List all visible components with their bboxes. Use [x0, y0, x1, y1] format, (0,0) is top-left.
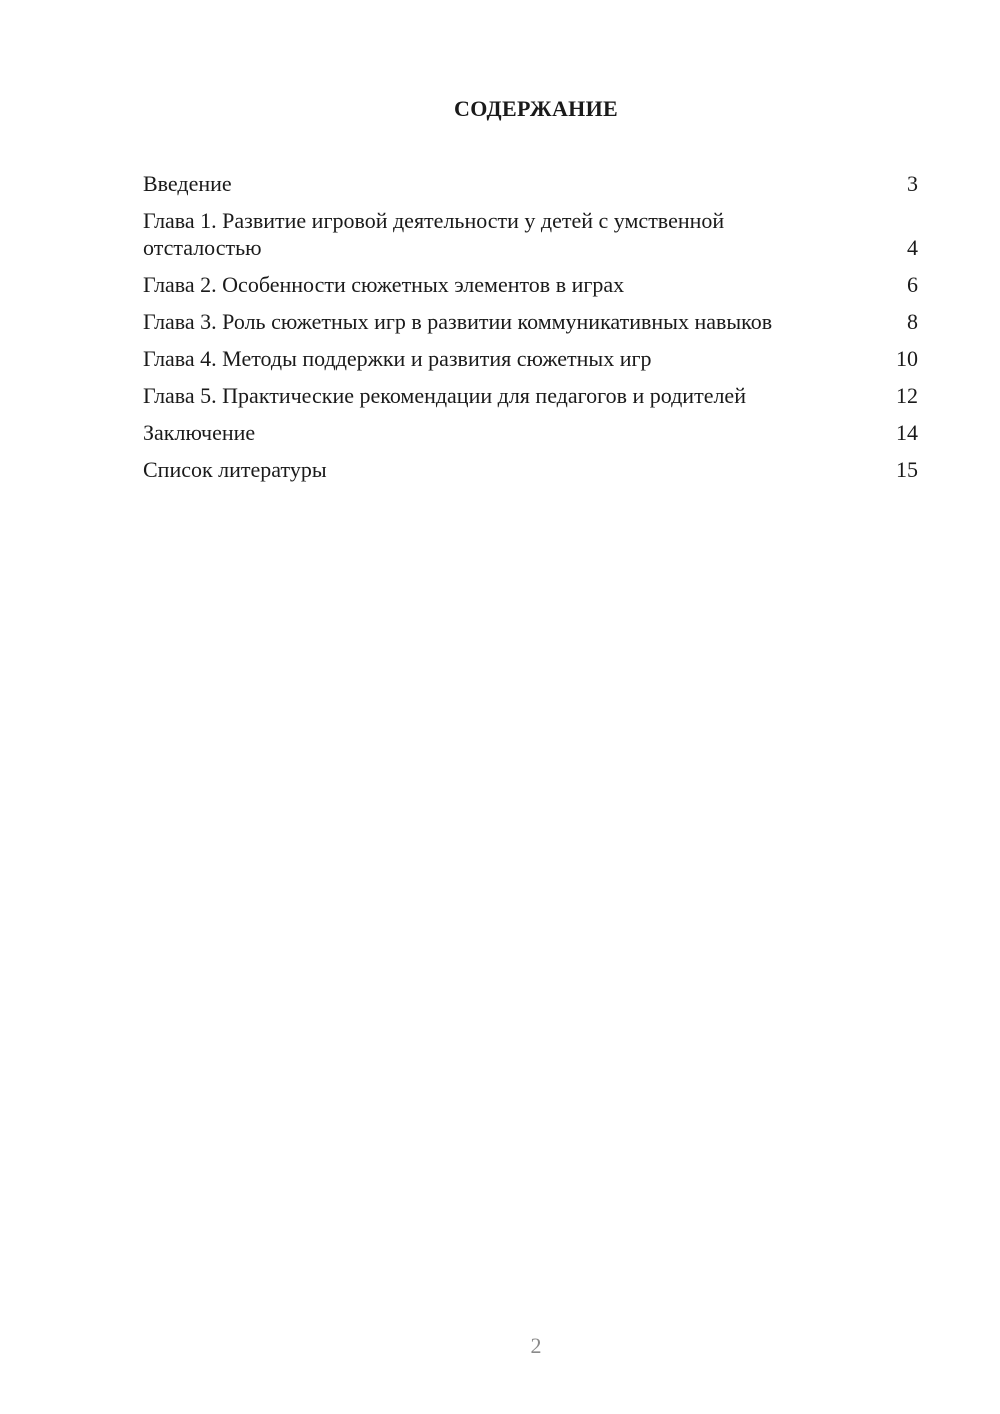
toc-entry-chapter-3 — [143, 308, 918, 335]
page-title: СОДЕРЖАНИЕ — [454, 96, 618, 121]
toc-entry-page: 6 — [907, 272, 918, 297]
toc-entry-title: Глава 4. Методы поддержки и развития сюжетных игр — [143, 346, 652, 371]
toc-entry-page: 12 — [896, 383, 918, 408]
toc-entry-page: 4 — [907, 235, 918, 260]
toc-entry-introduction — [143, 170, 918, 197]
toc-entry-chapter-4 — [143, 345, 918, 372]
toc-entry-title: Введение — [143, 171, 232, 196]
toc-entry-title: Заключение — [143, 420, 256, 445]
toc-entry-page: 14 — [896, 420, 918, 445]
toc-entry-chapter-1 — [143, 207, 918, 261]
toc-entry-page: 3 — [907, 171, 918, 196]
toc-entry-title: Глава 5. Практические рекомендации для педагогов и родителей — [143, 383, 746, 408]
toc-entry-conclusion — [143, 419, 918, 446]
toc-entry-chapter-5 — [143, 382, 918, 409]
toc-entry-page: 15 — [896, 457, 918, 482]
toc-entry-title: Глава 2. Особенности сюжетных элементов в играх — [143, 272, 625, 297]
toc-entry-page: 10 — [896, 346, 918, 371]
toc-entry-references — [143, 456, 918, 483]
table-of-contents — [143, 170, 918, 493]
toc-entry-title: Глава 3. Роль сюжетных игр в развитии коммуникативных навыков — [143, 309, 773, 334]
toc-entry-title: Глава 1. Развитие игровой деятельности у детей с умственной отсталостью — [143, 208, 725, 260]
toc-entry-chapter-2 — [143, 271, 918, 298]
toc-entry-title: Список литературы — [143, 457, 327, 482]
page-number: 2 — [530, 1333, 542, 1358]
toc-entry-page: 8 — [907, 309, 918, 334]
